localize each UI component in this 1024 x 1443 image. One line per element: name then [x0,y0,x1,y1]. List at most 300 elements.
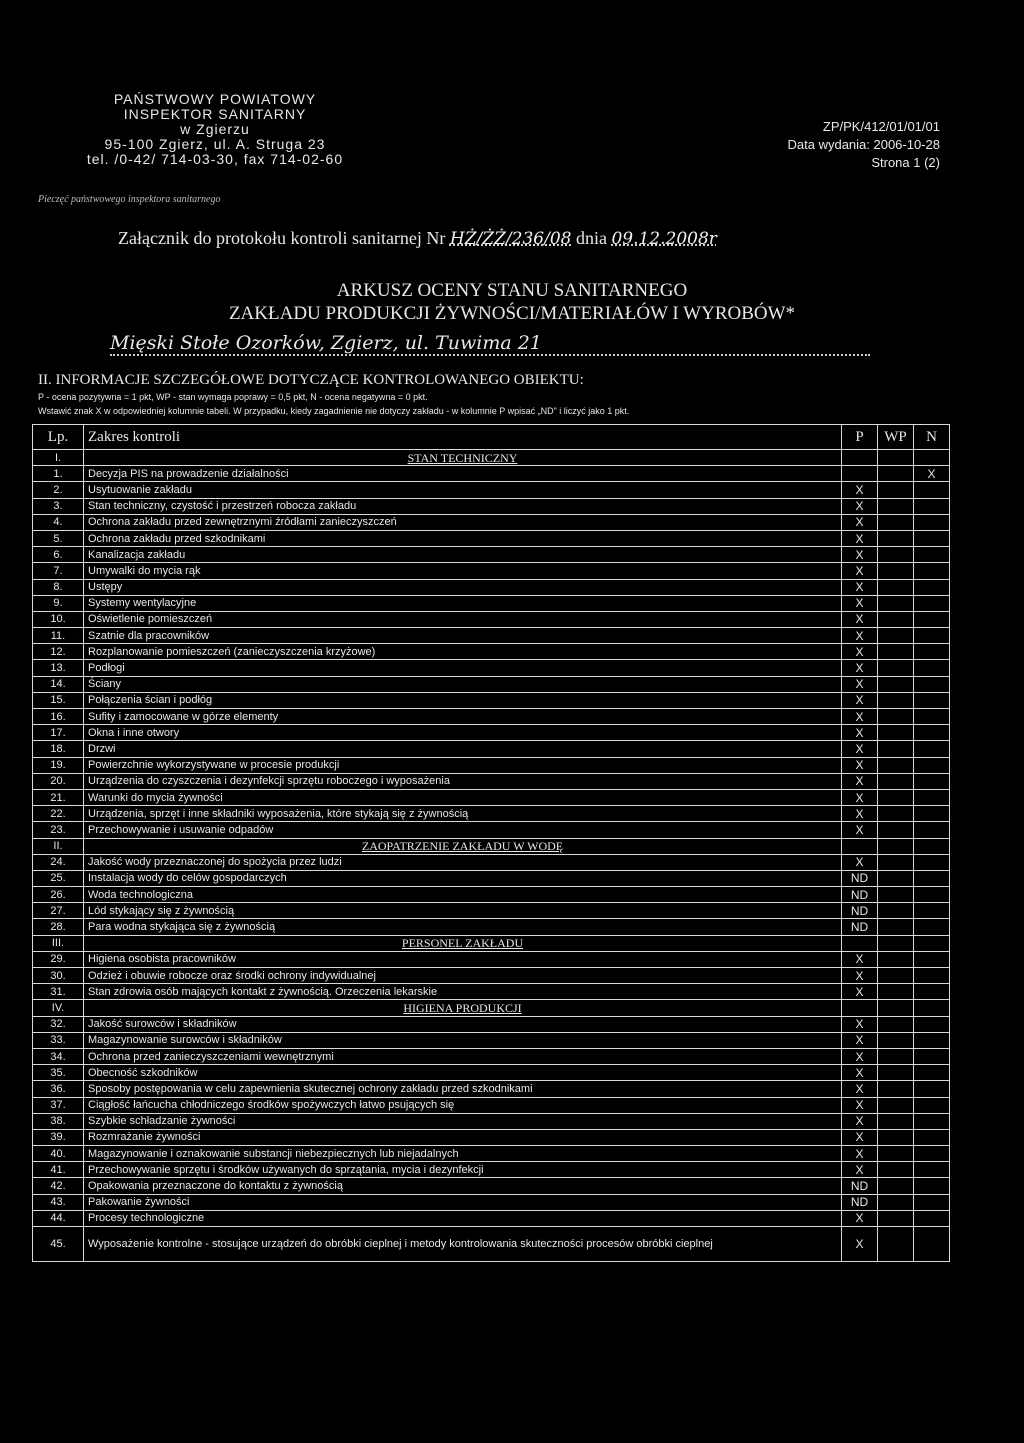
table-row [33,498,950,514]
row-name: HIGIENA PRODUKCJI [84,1000,842,1016]
row-n-mark [914,563,950,579]
row-p-mark: X [842,725,878,741]
institution-line-4: 95-100 Zgierz, ul. A. Struga 23 [104,136,326,152]
row-wp-mark [878,1162,914,1178]
row-wp-mark [878,692,914,708]
row-n-mark [914,498,950,514]
row-lp: 1. [33,466,84,482]
row-p-mark: X [842,530,878,546]
row-p-mark: X [842,1146,878,1162]
row-lp: 38. [33,1113,84,1129]
row-lp: 36. [33,1081,84,1097]
table-row [33,709,950,725]
row-wp-mark [878,514,914,530]
row-wp-mark [878,709,914,725]
row-p-mark: X [842,595,878,611]
row-n-mark [914,951,950,967]
row-p-mark: X [842,611,878,627]
table-row [33,1065,950,1081]
row-lp: 40. [33,1146,84,1162]
row-lp: 4. [33,514,84,530]
row-p-mark: X [842,547,878,563]
row-wp-mark [878,935,914,951]
form-subtitle: ZAKŁADU PRODUKCJI ŻYWNOŚCI/MATERIAŁÓW I WYROBÓW* [228,303,796,324]
row-lp: 22. [33,806,84,822]
row-wp-mark [878,1081,914,1097]
row-name: Ochrona zakładu przed szkodnikami [84,530,842,546]
row-name: Stan techniczny, czystość i przestrzeń robocza zakładu [84,498,842,514]
row-n-mark [914,628,950,644]
row-wp-mark [878,870,914,886]
row-n-mark [914,676,950,692]
row-p-mark: X [842,789,878,805]
header-scope: Zakres kontroli [84,425,842,450]
row-p-mark: X [842,1113,878,1129]
row-lp: 12. [33,644,84,660]
section-row [33,1000,950,1016]
row-name: Instalacja wody do celów gospodarczych [84,870,842,886]
table-row [33,660,950,676]
row-p-mark: ND [842,1178,878,1194]
row-name: Szatnie dla pracowników [84,628,842,644]
row-name: Obecność szkodników [84,1065,842,1081]
table-row [33,482,950,498]
row-p-mark: X [842,822,878,838]
row-n-mark [914,1210,950,1226]
row-name: Rozplanowanie pomieszczeń (zanieczyszczenia krzyżowe) [84,644,842,660]
row-name: Umywalki do mycia rąk [84,563,842,579]
row-lp: 29. [33,951,84,967]
row-name: Jakość wody przeznaczonej do spożycia przez ludzi [84,854,842,870]
row-p-mark: X [842,1065,878,1081]
row-wp-mark [878,1000,914,1016]
row-n-mark [914,1129,950,1145]
row-name: Przechowywanie sprzętu i środków używanych do sprzątania, mycia i dezynfekcji [84,1162,842,1178]
row-wp-mark [878,660,914,676]
table-row [33,1032,950,1048]
table-row [33,644,950,660]
table-row [33,968,950,984]
row-lp: 43. [33,1194,84,1210]
row-lp: 26. [33,887,84,903]
table-row [33,870,950,886]
row-n-mark [914,773,950,789]
form-title: ARKUSZ OCENY STANU SANITARNEGO [336,280,688,301]
row-n-mark [914,611,950,627]
row-name: Magazynowanie i oznakowanie substancji niebezpiecznych lub niejadalnych [84,1146,842,1162]
table-row [33,919,950,935]
inspection-table [32,424,950,1262]
row-n-mark [914,1016,950,1032]
row-lp: 28. [33,919,84,935]
row-n-mark [914,595,950,611]
document-code: ZP/PK/412/01/01/01 [822,119,940,134]
row-n-mark [914,854,950,870]
row-n-mark [914,482,950,498]
table-row [33,1097,950,1113]
row-p-mark: X [842,514,878,530]
row-p-mark [842,450,878,466]
table-row [33,466,950,482]
institution-header [80,92,350,167]
row-p-mark: X [842,757,878,773]
row-lp: 44. [33,1210,84,1226]
table-row [33,1178,950,1194]
table-row [33,530,950,546]
row-lp: 45. [33,1227,84,1262]
table-row [33,1113,950,1129]
row-name: STAN TECHNICZNY [84,450,842,466]
row-p-mark: X [842,709,878,725]
row-lp: 23. [33,822,84,838]
row-n-mark [914,1178,950,1194]
row-lp: 25. [33,870,84,886]
document-reference [788,118,941,172]
row-lp: II. [33,838,84,854]
row-n-mark: X [914,466,950,482]
header-lp: Lp. [33,425,84,450]
row-wp-mark [878,854,914,870]
row-n-mark [914,903,950,919]
stamp-caption: Pieczęć państwowego inspektora sanitarnego [38,194,221,205]
row-wp-mark [878,903,914,919]
row-name: Warunki do mycia żywności [84,789,842,805]
row-p-mark: X [842,628,878,644]
table-row [33,822,950,838]
row-p-mark: X [842,741,878,757]
row-name: Procesy technologiczne [84,1210,842,1226]
row-lp: 19. [33,757,84,773]
row-wp-mark [878,1178,914,1194]
table-row [33,1162,950,1178]
row-p-mark: X [842,563,878,579]
row-n-mark [914,725,950,741]
table-row [33,628,950,644]
institution-line-3: w Zgierzu [180,121,250,137]
row-wp-mark [878,822,914,838]
row-lp: 6. [33,547,84,563]
row-p-mark: X [842,579,878,595]
row-p-mark: ND [842,887,878,903]
row-n-mark [914,692,950,708]
row-wp-mark [878,579,914,595]
row-n-mark [914,887,950,903]
row-wp-mark [878,530,914,546]
row-n-mark [914,741,950,757]
row-p-mark: X [842,1048,878,1064]
table-row [33,1194,950,1210]
row-n-mark [914,1048,950,1064]
row-name: Ciągłość łańcucha chłodniczego środków spożywczych łatwo psujących się [84,1097,842,1113]
row-name: Decyzja PIS na prowadzenie działalności [84,466,842,482]
row-p-mark: X [842,1032,878,1048]
row-n-mark [914,450,950,466]
row-n-mark [914,514,950,530]
row-name: Wyposażenie kontrolne - stosujące urządzeń do obróbki cieplnej i metody kontrolowania skuteczności procesów obróbki cieplnej [84,1227,842,1262]
row-p-mark: X [842,773,878,789]
row-name: Jakość surowców i składników [84,1016,842,1032]
row-n-mark [914,1000,950,1016]
row-name: Rozmrażanie żywności [84,1129,842,1145]
row-lp: 30. [33,968,84,984]
table-row [33,1016,950,1032]
row-n-mark [914,1146,950,1162]
row-name: Woda technologiczna [84,887,842,903]
row-wp-mark [878,644,914,660]
row-lp: 15. [33,692,84,708]
row-n-mark [914,709,950,725]
row-wp-mark [878,547,914,563]
row-name: Podłogi [84,660,842,676]
row-n-mark [914,579,950,595]
table-row [33,579,950,595]
row-p-mark: X [842,644,878,660]
row-p-mark: X [842,806,878,822]
table-row [33,757,950,773]
row-lp: 7. [33,563,84,579]
row-wp-mark [878,466,914,482]
row-p-mark: X [842,660,878,676]
table-row [33,951,950,967]
row-wp-mark [878,789,914,805]
row-p-mark: X [842,1016,878,1032]
row-wp-mark [878,984,914,1000]
row-name: Oświetlenie pomieszczeń [84,611,842,627]
row-lp: 41. [33,1162,84,1178]
section-row [33,838,950,854]
row-p-mark: X [842,482,878,498]
row-n-mark [914,789,950,805]
row-name: Szybkie schładzanie żywności [84,1113,842,1129]
row-n-mark [914,1032,950,1048]
protocol-number: HŻ/ŻŻ/236/08 [449,229,572,249]
row-name: Powierzchnie wykorzystywane w procesie produkcji [84,757,842,773]
annex-line [118,228,717,249]
row-name: Higiena osobista pracowników [84,951,842,967]
section-heading: II. INFORMACJE SZCZEGÓŁOWE DOTYCZĄCE KONTROLOWANEGO OBIEKTU: [38,372,584,388]
row-wp-mark [878,741,914,757]
row-lp: 34. [33,1048,84,1064]
row-wp-mark [878,968,914,984]
row-lp: 35. [33,1065,84,1081]
row-p-mark: X [842,951,878,967]
protocol-date: 09.12.2008r [611,229,717,249]
row-wp-mark [878,806,914,822]
section-row [33,935,950,951]
row-wp-mark [878,725,914,741]
row-n-mark [914,757,950,773]
table-row [33,1129,950,1145]
row-name: Systemy wentylacyjne [84,595,842,611]
table-row [33,1210,950,1226]
row-lp: IV. [33,1000,84,1016]
row-lp: 17. [33,725,84,741]
row-p-mark: X [842,968,878,984]
row-lp: 42. [33,1178,84,1194]
row-wp-mark [878,1048,914,1064]
table-row [33,773,950,789]
row-wp-mark [878,1065,914,1081]
row-p-mark: ND [842,903,878,919]
table-row [33,984,950,1000]
row-lp: 16. [33,709,84,725]
row-n-mark [914,935,950,951]
row-lp: 14. [33,676,84,692]
row-name: Przechowywanie i usuwanie odpadów [84,822,842,838]
row-n-mark [914,1081,950,1097]
row-wp-mark [878,887,914,903]
row-lp: 3. [33,498,84,514]
table-row [33,903,950,919]
row-name: Sposoby postępowania w celu zapewnienia skutecznej ochrony zakładu przed szkodnikami [84,1081,842,1097]
table-row [33,854,950,870]
row-p-mark: X [842,854,878,870]
row-p-mark: X [842,1129,878,1145]
row-lp: 21. [33,789,84,805]
row-name: Ściany [84,676,842,692]
row-lp: 20. [33,773,84,789]
institution-line-5: tel. /0-42/ 714-03-30, fax 714-02-60 [86,151,344,167]
scoring-legend: P - ocena pozytywna = 1 pkt, WP - stan wymaga poprawy = 0,5 pkt, N - ocena negatywna = 0 pkt. [38,392,428,402]
row-name: Ustępy [84,579,842,595]
row-lp: 9. [33,595,84,611]
row-n-mark [914,806,950,822]
row-lp: 33. [33,1032,84,1048]
row-lp: 2. [33,482,84,498]
header-p: P [842,425,878,450]
row-n-mark [914,1065,950,1081]
row-p-mark: X [842,498,878,514]
row-lp: 11. [33,628,84,644]
row-name: Kanalizacja zakładu [84,547,842,563]
row-wp-mark [878,757,914,773]
row-name: Sufity i zamocowane w górze elementy [84,709,842,725]
table-row [33,887,950,903]
row-n-mark [914,530,950,546]
row-n-mark [914,547,950,563]
row-p-mark: X [842,984,878,1000]
header-n: N [914,425,950,450]
row-name: Magazynowanie surowców i składników [84,1032,842,1048]
row-lp: 37. [33,1097,84,1113]
row-n-mark [914,968,950,984]
row-n-mark [914,822,950,838]
facility-name: Mięski Stołe Ozorków, Zgierz, ul. Tuwima 21 [110,332,870,356]
row-wp-mark [878,1032,914,1048]
annex-prefix: Załącznik do protokołu kontroli sanitarnej Nr [118,228,446,248]
table-row [33,806,950,822]
row-wp-mark [878,1113,914,1129]
row-wp-mark [878,951,914,967]
institution-line-2: INSPEKTOR SANITARNY [123,106,307,122]
row-n-mark [914,1194,950,1210]
table-row [33,611,950,627]
row-wp-mark [878,676,914,692]
row-wp-mark [878,611,914,627]
row-name: Ochrona zakładu przed zewnętrznymi źródłami zanieczyszczeń [84,514,842,530]
row-name: Połączenia ścian i podłóg [84,692,842,708]
row-name: PERSONEL ZAKŁADU [84,935,842,951]
table-row [33,1081,950,1097]
row-lp: 27. [33,903,84,919]
annex-date-prefix: dnia [575,228,607,248]
row-lp: III. [33,935,84,951]
row-wp-mark [878,595,914,611]
row-p-mark: ND [842,1194,878,1210]
row-wp-mark [878,1210,914,1226]
row-name: Para wodna stykająca się z żywnością [84,919,842,935]
row-lp: 8. [33,579,84,595]
row-lp: 13. [33,660,84,676]
row-p-mark: X [842,676,878,692]
table-row [33,1048,950,1064]
table-row [33,789,950,805]
row-wp-mark [878,773,914,789]
table-row [33,676,950,692]
row-wp-mark [878,1016,914,1032]
header-wp: WP [878,425,914,450]
table-row [33,595,950,611]
row-lp: I. [33,450,84,466]
row-n-mark [914,870,950,886]
row-name: Ochrona przed zanieczyszczeniami wewnętrznymi [84,1048,842,1064]
row-p-mark: ND [842,919,878,935]
row-wp-mark [878,628,914,644]
row-n-mark [914,660,950,676]
row-n-mark [914,1227,950,1262]
row-wp-mark [878,1097,914,1113]
row-wp-mark [878,1129,914,1145]
row-n-mark [914,984,950,1000]
row-name: Opakowania przeznaczone do kontaktu z żywnością [84,1178,842,1194]
inspection-table-body [33,425,950,1262]
row-name: Urządzenia do czyszczenia i dezynfekcji sprzętu roboczego i wyposażenia [84,773,842,789]
row-n-mark [914,919,950,935]
row-lp: 5. [33,530,84,546]
row-lp: 39. [33,1129,84,1145]
table-row [33,563,950,579]
row-wp-mark [878,482,914,498]
table-row [33,1146,950,1162]
row-p-mark: ND [842,870,878,886]
row-p-mark: X [842,692,878,708]
table-row [33,514,950,530]
fill-instruction: Wstawić znak X w odpowiedniej kolumnie tabeli. W przypadku, kiedy zagadnienie nie dotyczy zakładu - w kolumnie P wpisać „ND" i liczyć jako 1 pkt. [38,406,630,416]
row-wp-mark [878,1194,914,1210]
table-row [33,725,950,741]
row-wp-mark [878,498,914,514]
row-wp-mark [878,919,914,935]
row-wp-mark [878,838,914,854]
row-name: Odzież i obuwie robocze oraz środki ochrony indywidualnej [84,968,842,984]
row-p-mark: X [842,1162,878,1178]
page-number: Strona 1 (2) [871,155,940,170]
row-name: ZAOPATRZENIE ZAKŁADU W WODĘ [84,838,842,854]
row-lp: 10. [33,611,84,627]
row-wp-mark [878,563,914,579]
table-row [33,692,950,708]
table-row [33,1227,950,1262]
row-name: Stan zdrowia osób mających kontakt z żywnością. Orzeczenia lekarskie [84,984,842,1000]
row-name: Drzwi [84,741,842,757]
row-name: Urządzenia, sprzęt i inne składniki wyposażenia, które stykają się z żywnością [84,806,842,822]
row-p-mark [842,466,878,482]
row-name: Okna i inne otwory [84,725,842,741]
table-row [33,547,950,563]
row-p-mark: X [842,1227,878,1262]
row-n-mark [914,1113,950,1129]
row-lp: 32. [33,1016,84,1032]
